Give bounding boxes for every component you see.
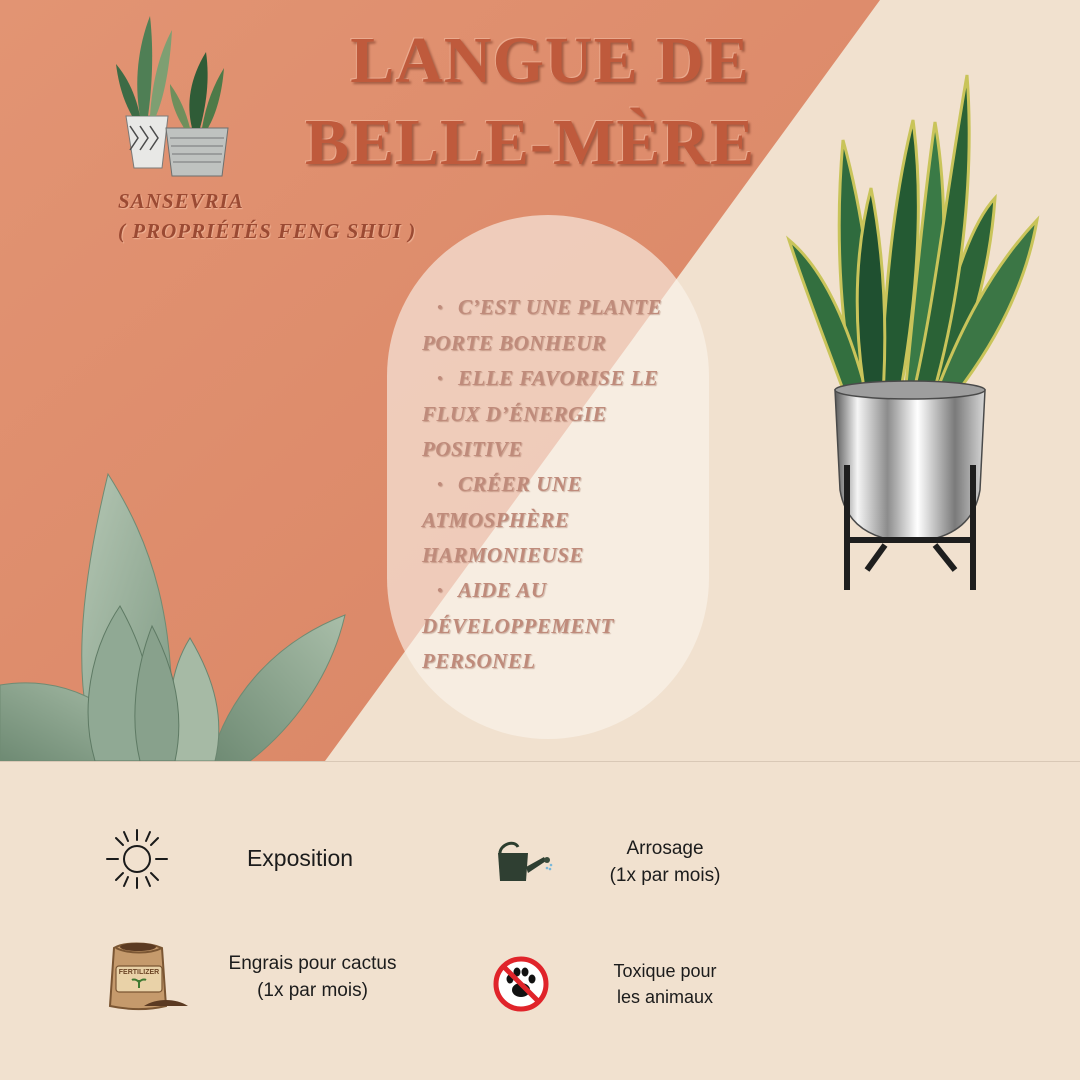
fertilizer-label — [210, 950, 415, 1004]
benefit-item-4 — [422, 573, 712, 609]
benefit-item-3 — [422, 467, 712, 503]
watering-can-icon — [492, 835, 554, 885]
subtitle-line-1: SANSEVRIA — [118, 189, 244, 213]
potted-snake-plants-illustration — [110, 12, 240, 177]
fertilizer-label-line-2: (1x par mois) — [257, 980, 368, 1001]
bullet-icon: • — [437, 371, 443, 387]
benefit-continuation: HARMONIEUSE — [422, 543, 584, 567]
benefit-continuation: ATMOSPHÈRE — [422, 508, 570, 532]
section-divider — [0, 761, 1080, 762]
no-pets-icon — [492, 955, 550, 1013]
title-line-1: LANGUE DE — [350, 24, 750, 97]
toxicity-label-line-2: les animaux — [616, 987, 714, 1007]
watering-label-line-2: (1x par mois) — [609, 865, 721, 886]
exposition-label: Exposition — [246, 845, 354, 871]
benefit-text: ELLE FAVORISE LE — [458, 366, 659, 390]
benefit-continuation: PERSONEL — [422, 649, 536, 673]
benefit-item-2 — [422, 361, 712, 397]
sage-snake-plant-illustration — [0, 470, 350, 761]
benefit-text: AIDE AU — [458, 578, 547, 602]
bullet-icon: • — [437, 300, 443, 316]
fertilizer-bag-icon — [104, 940, 190, 1014]
bullet-icon: • — [437, 583, 443, 599]
benefit-continuation: DÉVELOPPEMENT — [422, 614, 615, 638]
benefit-continuation: FLUX D’ÉNERGIE — [422, 402, 607, 426]
chrome-pot-snake-plant-illustration — [785, 70, 1045, 595]
bullet-icon: • — [437, 477, 443, 493]
subtitle — [118, 186, 416, 246]
benefit-text: C’EST UNE PLANTE — [458, 295, 663, 319]
benefit-continuation: PORTE BONHEUR — [422, 331, 607, 355]
benefit-text: CRÉER UNE — [458, 472, 583, 496]
watering-label-line-1: Arrosage — [626, 838, 704, 859]
benefits-list — [422, 290, 712, 679]
subtitle-line-2: ( PROPRIÉTÉS FENG SHUI ) — [118, 219, 417, 243]
watering-label — [590, 835, 740, 889]
benefit-item-1 — [422, 290, 712, 326]
fertilizer-label-line-1: Engrais pour cactus — [228, 953, 397, 974]
benefit-continuation: POSITIVE — [422, 437, 523, 461]
toxicity-label — [590, 958, 740, 1010]
toxicity-label-line-1: Toxique pour — [613, 961, 717, 981]
fertilizer-bag-label: FERTILIZER — [118, 969, 160, 976]
sun-icon — [104, 828, 170, 890]
title-line-2: BELLE-MÈRE — [304, 106, 756, 179]
